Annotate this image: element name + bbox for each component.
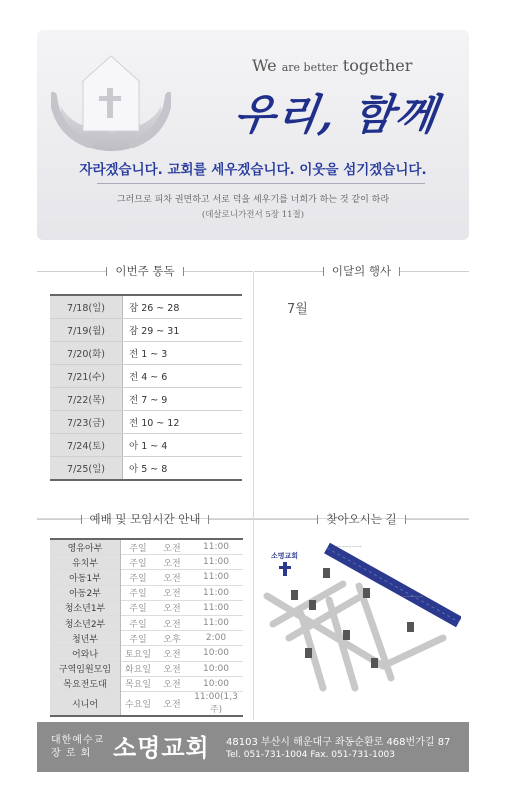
reading-date: 7/22(목) bbox=[50, 388, 123, 411]
table-row bbox=[50, 676, 243, 691]
church-map-label: 소명교회 bbox=[271, 552, 299, 560]
section-header-events bbox=[254, 264, 469, 278]
worship-day: 토요일 bbox=[124, 649, 152, 660]
worship-time: 11:00 bbox=[203, 587, 229, 598]
worship-ampm: 오전 bbox=[163, 699, 181, 710]
church-name: 소명교회 bbox=[113, 734, 210, 762]
worship-day: 주일 bbox=[129, 589, 147, 600]
reading-verses: 아 5 ~ 8 bbox=[123, 457, 243, 481]
worship-ampm: 오전 bbox=[163, 665, 181, 676]
church-marker-icon bbox=[279, 562, 291, 576]
worship-dept: 아동1부 bbox=[50, 570, 121, 585]
reading-verses: 잠 26 ~ 28 bbox=[123, 295, 243, 319]
table-row bbox=[50, 434, 242, 457]
worship-day: 주일 bbox=[129, 619, 147, 630]
table-row bbox=[50, 388, 242, 411]
worship-ampm: 오후 bbox=[163, 634, 181, 645]
table-row bbox=[50, 615, 243, 630]
worship-day: 수요일 bbox=[124, 699, 152, 710]
svg-text:~~~~~~: ~~~~~~ bbox=[403, 594, 424, 599]
bible-verse: 그러므로 피차 권면하고 서로 덕을 세우기를 너희가 하는 것 같이 하라 bbox=[116, 195, 390, 205]
hands-house-icon bbox=[51, 36, 171, 161]
motto-divider bbox=[97, 183, 425, 184]
section-header-worship bbox=[37, 512, 253, 526]
svg-text:~~~~~~~~: ~~~~~~~~ bbox=[335, 544, 362, 549]
reading-date: 7/25(일) bbox=[50, 457, 123, 481]
worship-dept: 청소년2부 bbox=[50, 615, 121, 630]
bible-verse-reference: (데살로니가전서 5장 11절) bbox=[201, 210, 305, 220]
worship-ampm: 오전 bbox=[163, 558, 181, 569]
church-motto: 자라겠습니다. 교회를 세우겠습니다. 이웃을 섬기겠습니다. bbox=[79, 162, 427, 178]
reading-date: 7/18(일) bbox=[50, 295, 123, 319]
worship-day: 화요일 bbox=[124, 665, 152, 676]
tagline: We are better together bbox=[252, 56, 413, 75]
worship-day: 주일 bbox=[129, 543, 147, 554]
section-title: 예배 및 모임시간 안내 bbox=[89, 512, 201, 526]
denomination: 대한예수교 장 로 회 bbox=[51, 735, 105, 759]
worship-dept: 구역임원모임 bbox=[50, 661, 121, 676]
worship-ampm: 오전 bbox=[163, 604, 181, 615]
table-row bbox=[50, 342, 242, 365]
reading-schedule-table bbox=[50, 294, 242, 481]
reading-verses: 전 7 ~ 9 bbox=[123, 388, 243, 411]
calligraphy-title: 우리, 함께 bbox=[231, 90, 442, 139]
worship-dept: 목요전도대 bbox=[50, 676, 121, 691]
directions-map bbox=[263, 538, 461, 713]
column-divider bbox=[253, 272, 254, 720]
worship-day: 주일 bbox=[129, 634, 147, 645]
table-row bbox=[50, 600, 243, 615]
section-header-directions bbox=[254, 512, 469, 526]
worship-time: 11:00 bbox=[203, 618, 229, 629]
table-row bbox=[50, 295, 242, 319]
worship-time: 10:00 bbox=[203, 648, 229, 659]
reading-verses: 전 4 ~ 6 bbox=[123, 365, 243, 388]
worship-day: 주일 bbox=[129, 604, 147, 615]
worship-time: 10:00 bbox=[203, 663, 229, 674]
reading-date: 7/24(토) bbox=[50, 434, 123, 457]
worship-time: 11:00 bbox=[203, 572, 229, 583]
worship-dept: 영유아부 bbox=[50, 539, 121, 555]
table-row bbox=[50, 457, 242, 481]
worship-time: 11:00 bbox=[203, 557, 229, 568]
worship-dept: 시니어 bbox=[50, 691, 121, 716]
table-row bbox=[50, 365, 242, 388]
worship-dept: 청년부 bbox=[50, 631, 121, 646]
worship-ampm: 오전 bbox=[163, 589, 181, 600]
table-row bbox=[50, 411, 242, 434]
worship-dept: 아동2부 bbox=[50, 585, 121, 600]
reading-verses: 전 10 ~ 12 bbox=[123, 411, 243, 434]
worship-ampm: 오전 bbox=[163, 649, 181, 660]
table-row bbox=[50, 570, 243, 585]
worship-ampm: 오전 bbox=[163, 573, 181, 584]
worship-day: 주일 bbox=[129, 558, 147, 569]
worship-time: 11:00(1,3주) bbox=[194, 691, 238, 715]
table-row bbox=[50, 646, 243, 661]
reading-date: 7/19(월) bbox=[50, 319, 123, 342]
events-month: 7월 bbox=[287, 302, 308, 317]
section-title: 찾아오시는 길 bbox=[326, 512, 397, 526]
worship-time: 11:00 bbox=[203, 602, 229, 613]
table-row bbox=[50, 555, 243, 570]
table-row bbox=[50, 319, 242, 342]
worship-day: 주일 bbox=[129, 573, 147, 584]
worship-dept: 청소년1부 bbox=[50, 600, 121, 615]
hero-banner bbox=[37, 30, 469, 240]
worship-ampm: 오전 bbox=[163, 680, 181, 691]
reading-date: 7/21(수) bbox=[50, 365, 123, 388]
worship-day: 목요일 bbox=[124, 680, 152, 691]
reading-date: 7/20(화) bbox=[50, 342, 123, 365]
reading-date: 7/23(금) bbox=[50, 411, 123, 434]
section-title: 이달의 행사 bbox=[331, 264, 392, 278]
table-row bbox=[50, 691, 243, 716]
worship-time: 11:00 bbox=[203, 542, 229, 553]
table-row bbox=[50, 539, 243, 555]
worship-dept: 어와나 bbox=[50, 646, 121, 661]
section-header-reading bbox=[37, 264, 253, 278]
table-row bbox=[50, 631, 243, 646]
reading-verses: 아 1 ~ 4 bbox=[123, 434, 243, 457]
section-title: 이번주 통독 bbox=[115, 264, 175, 278]
worship-dept: 유치부 bbox=[50, 555, 121, 570]
worship-time: 10:00 bbox=[203, 678, 229, 689]
church-footer bbox=[37, 722, 469, 772]
table-row bbox=[50, 585, 243, 600]
worship-ampm: 오전 bbox=[163, 619, 181, 630]
church-address: 48103 부산시 해운대구 좌동순환로 468번가길 87 bbox=[226, 737, 451, 748]
reading-verses: 전 1 ~ 3 bbox=[123, 342, 243, 365]
church-contact: Tel. 051-731-1004 Fax. 051-731-1003 bbox=[226, 750, 396, 760]
table-row bbox=[50, 661, 243, 676]
worship-time: 2:00 bbox=[205, 633, 227, 644]
reading-verses: 잠 29 ~ 31 bbox=[123, 319, 243, 342]
worship-ampm: 오전 bbox=[163, 543, 181, 554]
worship-schedule-table bbox=[50, 538, 243, 717]
